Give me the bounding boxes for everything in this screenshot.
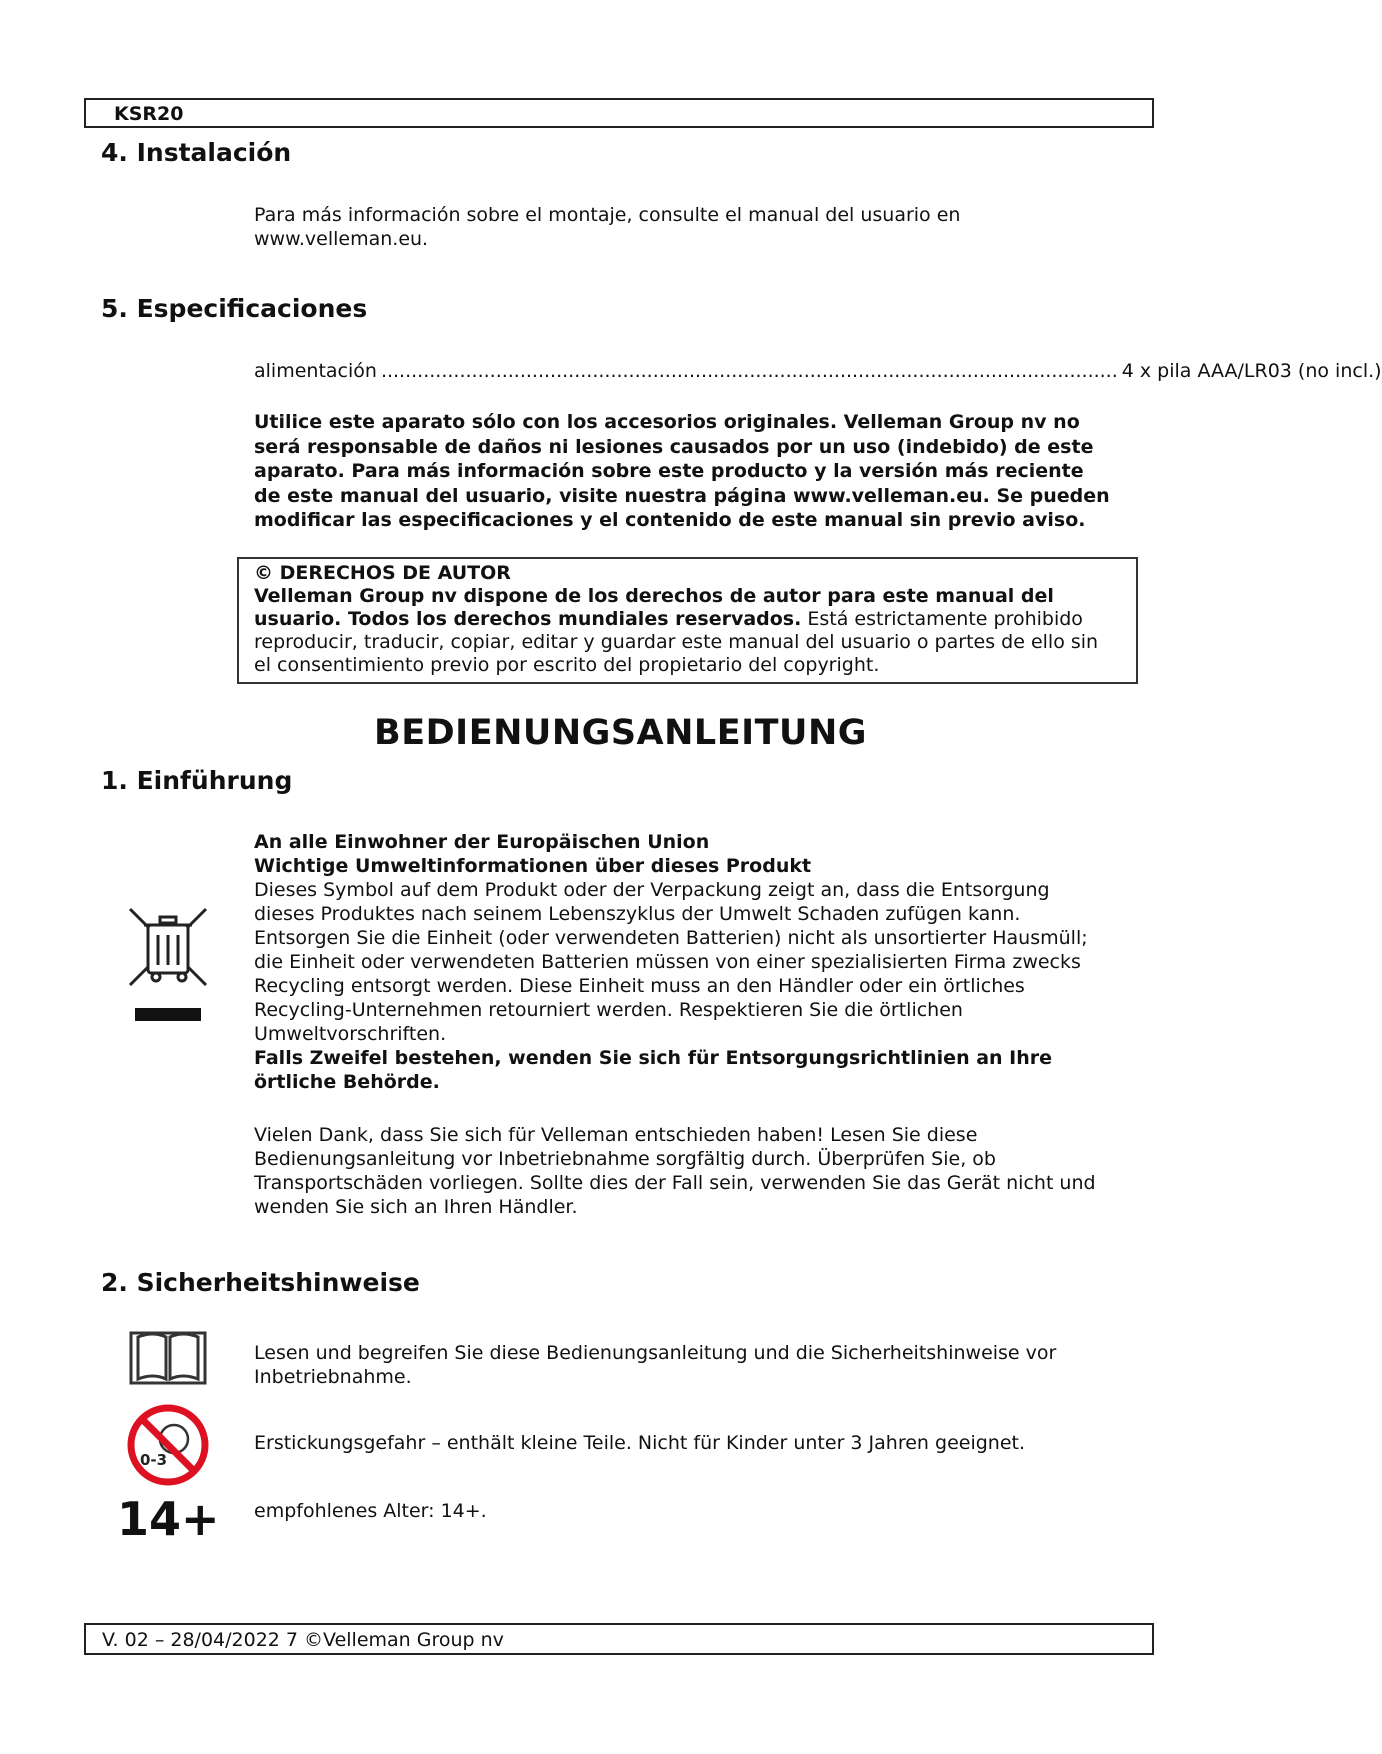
section-title-specifications: 5. Especificaciones (101, 294, 368, 323)
spec-row (254, 360, 1382, 382)
section-title-safety: 2. Sicherheitshinweise (101, 1268, 420, 1297)
text-line: Bedienungsanleitung vor Inbetriebnahme sorgfältig durch. Überprüfen Sie, ob (254, 1148, 996, 1170)
text-line: el consentimiento previo por escrito del propietario del copyright. (254, 654, 880, 676)
text-line: die Einheit oder verwendeten Batterien müssen von einer spezialisierten Firma zwecks (254, 951, 1081, 973)
text-line: Entsorgen Sie die Einheit (oder verwendeten Batterien) nicht als unsortierter Hausmüll; (254, 927, 1088, 949)
text-line: Recycling-Unternehmen retourniert werden. Respektieren Sie die örtlichen (254, 999, 963, 1021)
age-text: empfohlenes Alter: 14+. (254, 1500, 487, 1522)
text-line: Falls Zweifel bestehen, wenden Sie sich für Entsorgungsrichtlinien an Ihre (254, 1047, 1053, 1069)
text-line: Inbetriebnahme. (254, 1366, 412, 1388)
text-line: Recycling entsorgt werden. Diese Einheit muss an den Händler oder ein örtliches (254, 975, 1025, 997)
text-bold-part: usuario. Todos los derechos mundiales reservados. (254, 608, 802, 630)
text-line: Para más información sobre el montaje, consulte el manual del usuario en (254, 204, 961, 226)
model-label: KSR20 (114, 103, 184, 125)
text-line: Transportschäden vorliegen. Sollte dies der Fall sein, verwenden Sie das Gerät nicht und (254, 1172, 1096, 1194)
section-title-installation: 4. Instalación (101, 138, 292, 167)
text-line: dieses Produktes nach seinem Lebenszyklus der Umwelt Schaden zufügen kann. (254, 903, 1021, 925)
text-line: örtliche Behörde. (254, 1071, 440, 1093)
section-title-introduction: 1. Einführung (101, 766, 293, 795)
choking-hazard-icon-text: 0-3 (140, 1451, 168, 1469)
copyright-text (254, 562, 1098, 677)
text-line: Wichtige Umweltinformationen über dieses Produkt (254, 855, 812, 877)
text-line: de este manual del usuario, visite nuestra página www.velleman.eu. Se pueden (254, 484, 1110, 507)
text-line: Velleman Group nv dispone de los derechos de autor para este manual del (254, 585, 1054, 607)
text-line: será responsable de daños ni lesiones causados por un uso (indebido) de este (254, 435, 1094, 458)
age-14-icon: 14+ (117, 1492, 220, 1546)
text-line: An alle Einwohner der Europäischen Union (254, 831, 710, 853)
install-text (254, 203, 960, 251)
thanks-text (254, 1123, 1096, 1219)
text-line: wenden Sie sich an Ihren Händler. (254, 1196, 578, 1218)
text-line: Utilice este aparato sólo con los accesorios originales. Velleman Group nv no (254, 411, 1080, 433)
footer-box (84, 1623, 1154, 1655)
spec-note (254, 410, 1110, 533)
header-box (84, 98, 1154, 128)
read-manual-text (254, 1341, 1056, 1389)
text-line: reproducir, traducir, copiar, editar y guardar este manual del usuario o partes de ello sin (254, 631, 1099, 653)
text-line: www.velleman.eu. (254, 228, 429, 250)
choking-text: Erstickungsgefahr – enthält kleine Teile. Nicht für Kinder unter 3 Jahren geeignet. (254, 1432, 1026, 1454)
manual-book-icon (128, 1327, 208, 1391)
footer-text: V. 02 – 28/04/2022 7 ©Velleman Group nv (102, 1629, 504, 1651)
text-line: modificar las especificaciones y el contenido de este manual sin previo aviso. (254, 509, 1086, 531)
main-title: BEDIENUNGSANLEITUNG (374, 713, 867, 753)
spec-value: 4 x pila AAA/LR03 (no incl.) (1121, 360, 1382, 382)
copyright-title: © DERECHOS DE AUTOR (254, 562, 511, 584)
weee-bin-icon (126, 905, 210, 1029)
text-line: Lesen und begreifen Sie diese Bedienungsanleitung und die Sicherheitshinweise vor (254, 1342, 1057, 1364)
choking-hazard-icon (126, 1403, 210, 1487)
text-line (254, 608, 1098, 631)
text-normal-part: Está estrictamente prohibido (801, 608, 1083, 630)
intro-text (254, 830, 1088, 1094)
spec-dots: .......................................................................................................................... (380, 360, 1118, 382)
spec-label: alimentación (254, 360, 377, 382)
text-line: Umweltvorschriften. (254, 1023, 447, 1045)
text-line: aparato. Para más información sobre este producto y la versión más reciente (254, 460, 1084, 482)
text-line: Dieses Symbol auf dem Produkt oder der Verpackung zeigt an, dass die Entsorgung (254, 879, 1050, 901)
text-line: Vielen Dank, dass Sie sich für Velleman entschieden haben! Lesen Sie diese (254, 1124, 978, 1146)
